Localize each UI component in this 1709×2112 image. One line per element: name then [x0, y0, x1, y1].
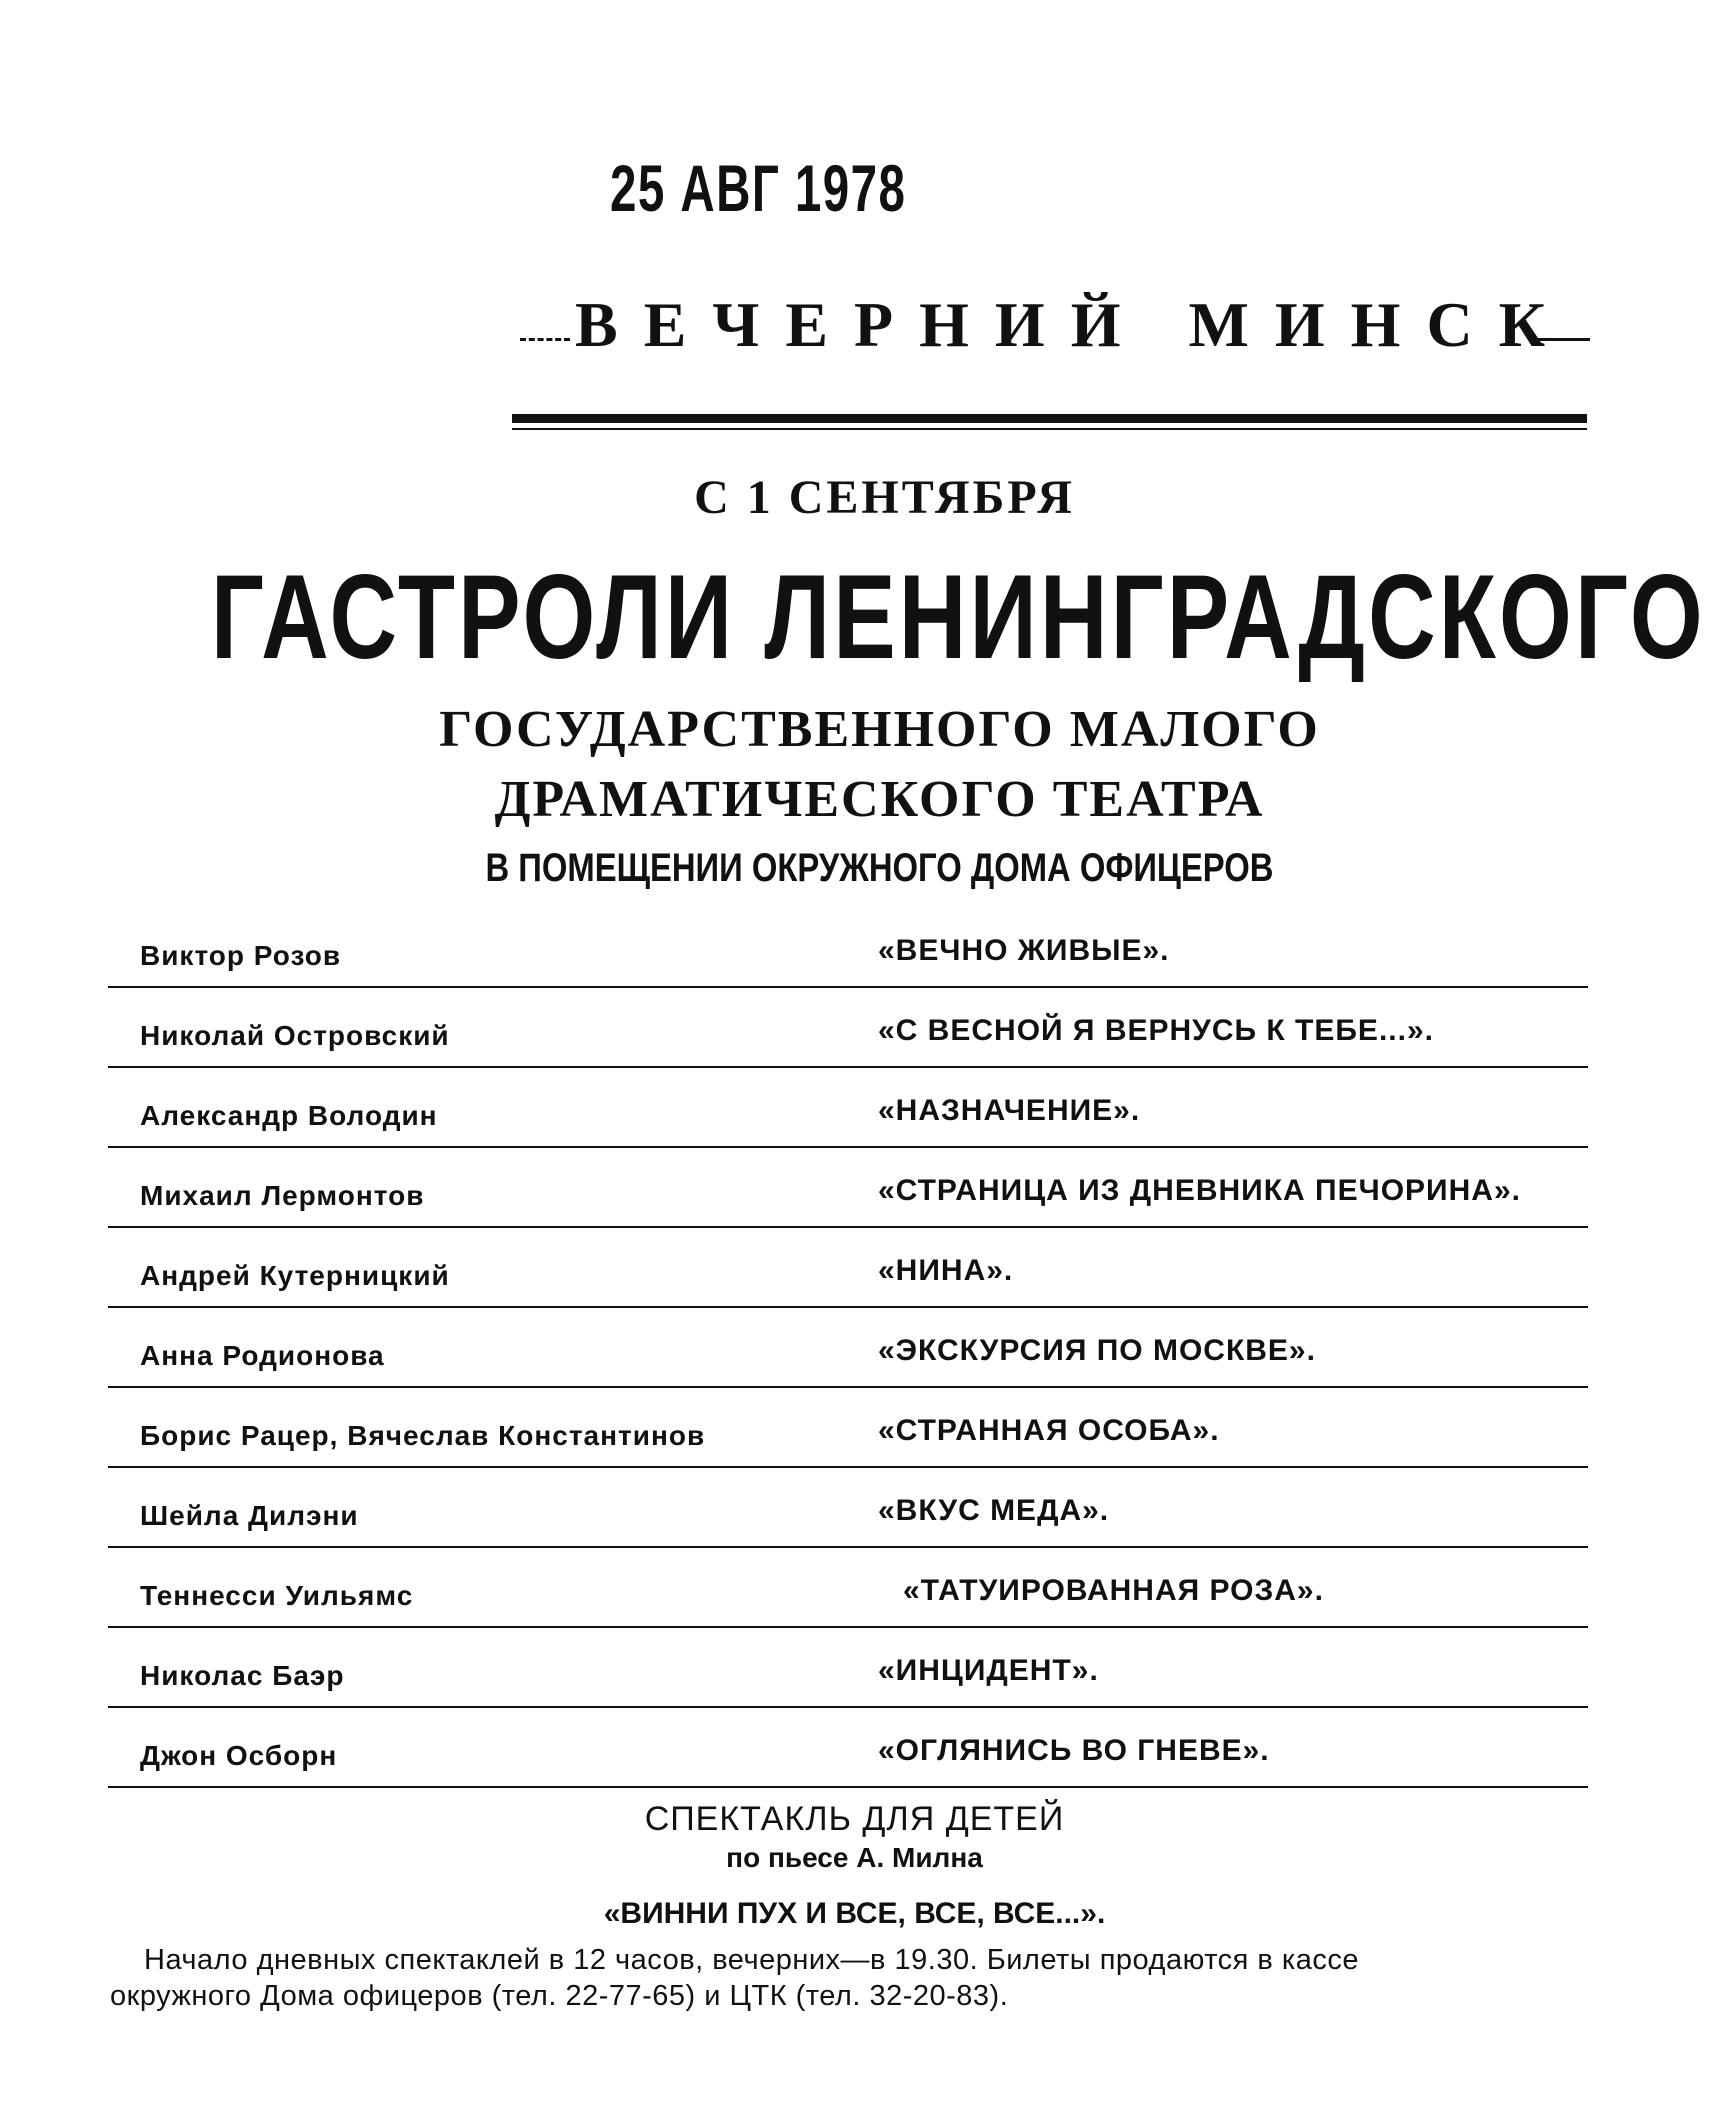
play-title: «НИНА». — [878, 1254, 1014, 1287]
theatre-name-line2: ДРАМАТИЧЕСКОГО ТЕАТРА — [494, 771, 1265, 828]
ticket-info-line2: окружного Дома офицеров (тел. 22-77-65) и ЦТК (тел. 32-20-83). — [110, 1980, 1009, 2012]
play-title: «ЭКСКУРСИЯ ПО МОСКВЕ». — [878, 1334, 1316, 1367]
repertoire-list — [108, 908, 1588, 1788]
play-author: Анна Родионова — [140, 1340, 385, 1371]
newspaper-masthead — [520, 288, 1590, 368]
play-author: Александр Володин — [140, 1100, 438, 1131]
play-author: Николай Островский — [140, 1020, 450, 1051]
masthead-left-dash — [520, 338, 570, 341]
play-title: «ИНЦИДЕНТ». — [878, 1654, 1099, 1687]
ticket-info-line1: Начало дневных спектаклей в 12 часов, вечерних—в 19.30. Билеты продаются в кассе — [144, 1944, 1359, 1976]
play-title: «ТАТУИРОВАННАЯ РОЗА». — [903, 1574, 1324, 1607]
play-author: Шейла Дилэни — [140, 1500, 359, 1531]
play-title: «ОГЛЯНИСЬ ВО ГНЕВЕ». — [878, 1734, 1270, 1767]
play-title: «ВЕЧНО ЖИВЫЕ». — [878, 934, 1170, 967]
repertoire-row — [108, 1548, 1588, 1628]
play-title: «НАЗНАЧЕНИЕ». — [878, 1094, 1141, 1127]
play-author: Андрей Кутерницкий — [140, 1260, 450, 1291]
play-title: «ВКУС МЕДА». — [878, 1494, 1110, 1527]
repertoire-row — [108, 1628, 1588, 1708]
play-title: «СТРАНИЦА ИЗ ДНЕВНИКА ПЕЧОРИНА». — [878, 1174, 1521, 1207]
play-author: Николас Баэр — [140, 1660, 345, 1691]
children-show-author: по пьесе А. Милна — [726, 1842, 983, 1873]
play-author: Теннесси Уильямс — [140, 1580, 414, 1611]
repertoire-row — [108, 908, 1588, 988]
repertoire-row — [108, 1388, 1588, 1468]
play-author: Михаил Лермонтов — [140, 1180, 425, 1211]
children-show-title: «ВИННИ ПУХ И ВСЕ, ВСЕ, ВСЕ...». — [603, 1897, 1106, 1930]
repertoire-row — [108, 988, 1588, 1068]
venue-text: В ПОМЕЩЕНИИ ОКРУЖНОГО ДОМА ОФИЦЕРОВ — [485, 846, 1274, 890]
repertoire-row — [108, 1708, 1588, 1788]
headline — [0, 548, 1709, 686]
masthead-right-dash — [1530, 338, 1590, 341]
play-title: «СТРАННАЯ ОСОБА». — [878, 1414, 1220, 1447]
play-author: Виктор Розов — [140, 940, 342, 971]
play-author: Борис Рацер, Вячеслав Константинов — [140, 1420, 706, 1451]
newspaper-name: ВЕЧЕРНИЙ МИНСК — [575, 289, 1572, 360]
theatre-name-line1: ГОСУДАРСТВЕННОГО МАЛОГО — [439, 701, 1320, 758]
masthead-rule-thick — [512, 414, 1587, 423]
tour-start-date: С 1 СЕНТЯБРЯ — [694, 471, 1075, 524]
repertoire-row — [108, 1308, 1588, 1388]
venue — [0, 846, 1709, 891]
ticket-info — [110, 1942, 1590, 2014]
masthead-rule-thin — [512, 428, 1587, 430]
repertoire-row — [108, 1228, 1588, 1308]
children-show-heading: СПЕКТАКЛЬ ДЛЯ ДЕТЕЙ — [644, 1800, 1065, 1838]
date-stamp: 25 АВГ 1978 — [610, 151, 907, 225]
headline-text: ГАСТРОЛИ ЛЕНИНГРАДСКОГО — [210, 550, 1706, 684]
play-author: Джон Осборн — [140, 1740, 338, 1771]
repertoire-row — [108, 1068, 1588, 1148]
repertoire-row — [108, 1468, 1588, 1548]
children-show — [0, 1798, 1709, 1934]
play-title: «С ВЕСНОЙ Я ВЕРНУСЬ К ТЕБЕ...». — [878, 1014, 1434, 1047]
repertoire-row — [108, 1148, 1588, 1228]
